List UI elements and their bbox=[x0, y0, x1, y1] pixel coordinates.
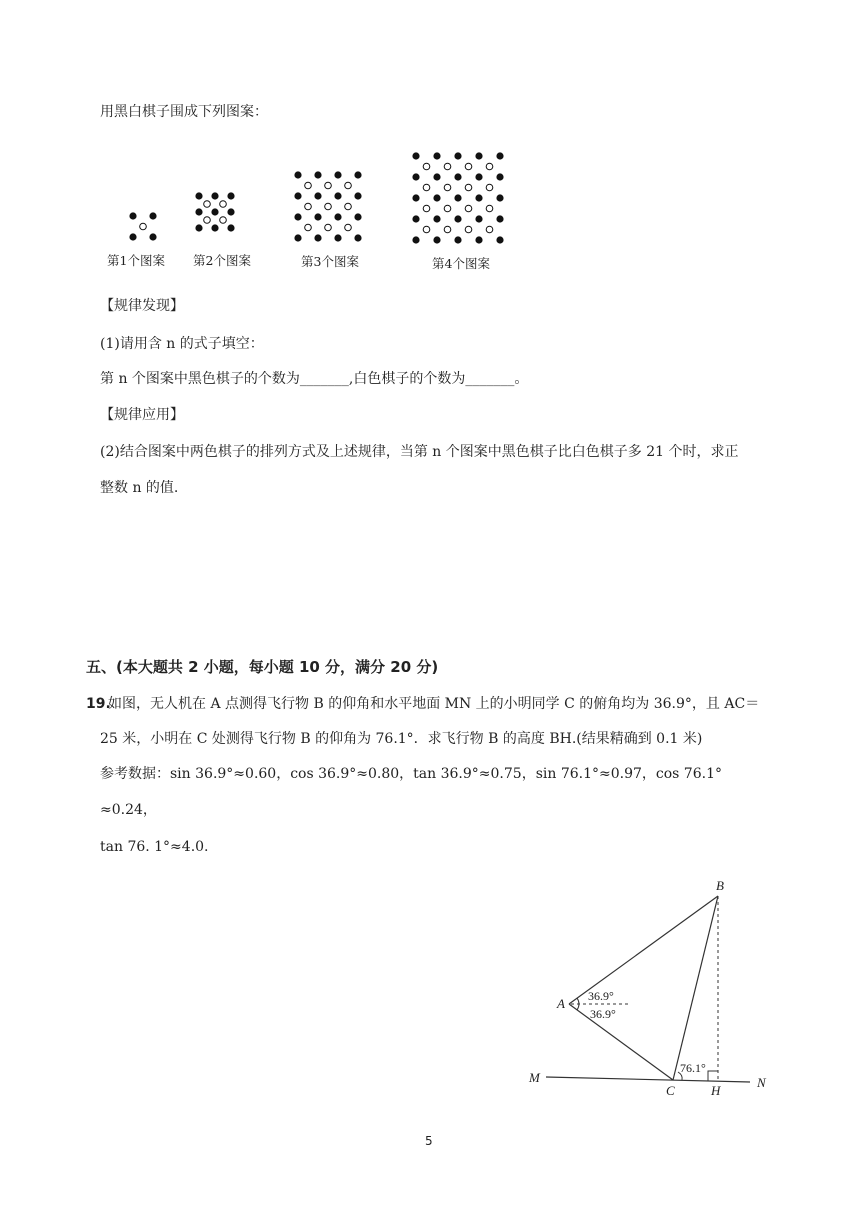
pattern-caption-4: 第4个图案 bbox=[432, 256, 490, 271]
question-2-line-2: 整数 n 的值. bbox=[100, 480, 179, 496]
angle-label-C: 76.1° bbox=[680, 1061, 706, 1075]
question-1-line-2: 第 n 个图案中黑色棋子的个数为_______,白色棋子的个数为_______。 bbox=[100, 371, 529, 387]
angle-label-lower: 36.9° bbox=[590, 1007, 616, 1021]
pattern-caption-2: 第2个图案 bbox=[193, 253, 251, 268]
question-19-number: 19. bbox=[86, 696, 111, 712]
label-B: B bbox=[716, 878, 724, 893]
label-M: M bbox=[529, 1070, 540, 1085]
intro-text: 用黑白棋子围成下列图案： bbox=[100, 104, 268, 120]
question-2-line-1: (2)结合图案中两色棋子的排列方式及上述规律，当第 n 个图案中黑色棋子比白色棋子多 21 个时，求正 bbox=[100, 444, 739, 460]
right-angle-mark bbox=[708, 1071, 718, 1081]
rule-discovery-heading: 【规律发现】 bbox=[100, 298, 184, 314]
label-A: A bbox=[557, 996, 565, 1011]
question-1-line-1: (1)请用含 n 的式子填空： bbox=[100, 336, 264, 352]
angle-label-upper: 36.9° bbox=[588, 989, 614, 1003]
label-H: H bbox=[711, 1083, 721, 1098]
label-C: C bbox=[666, 1083, 675, 1098]
reference-data-line-3: tan 76. 1°≈4.0. bbox=[100, 839, 209, 855]
rule-application-heading: 【规律应用】 bbox=[100, 407, 184, 423]
reference-data-line-2: ≈0.24， bbox=[100, 802, 157, 818]
pattern-caption-3: 第3个图案 bbox=[301, 254, 359, 269]
section-5-heading: 五、(本大题共 2 小题，每小题 10 分，满分 20 分) bbox=[86, 658, 439, 676]
page-number: 5 bbox=[425, 1134, 433, 1148]
question-19-line-2: 25 米，小明在 C 处测得飞行物 B 的仰角为 76.1°．求飞行物 B 的高度 BH.(结果精确到 0.1 米) bbox=[100, 731, 703, 747]
label-N: N bbox=[757, 1075, 766, 1090]
segment-AC bbox=[569, 1004, 673, 1080]
question-19-line-1: 如图，无人机在 A 点测得飞行物 B 的仰角和水平地面 MN 上的小明同学 C 的俯角均为 36.9°，且 AC＝ bbox=[108, 696, 760, 712]
line-MN bbox=[546, 1077, 750, 1082]
reference-data-line-1: 参考数据：sin 36.9°≈0.60，cos 36.9°≈0.80，tan 36.9°≈0.75，sin 76.1°≈0.97，cos 76.1° bbox=[100, 766, 722, 782]
pattern-caption-1: 第1个图案 bbox=[107, 253, 165, 268]
